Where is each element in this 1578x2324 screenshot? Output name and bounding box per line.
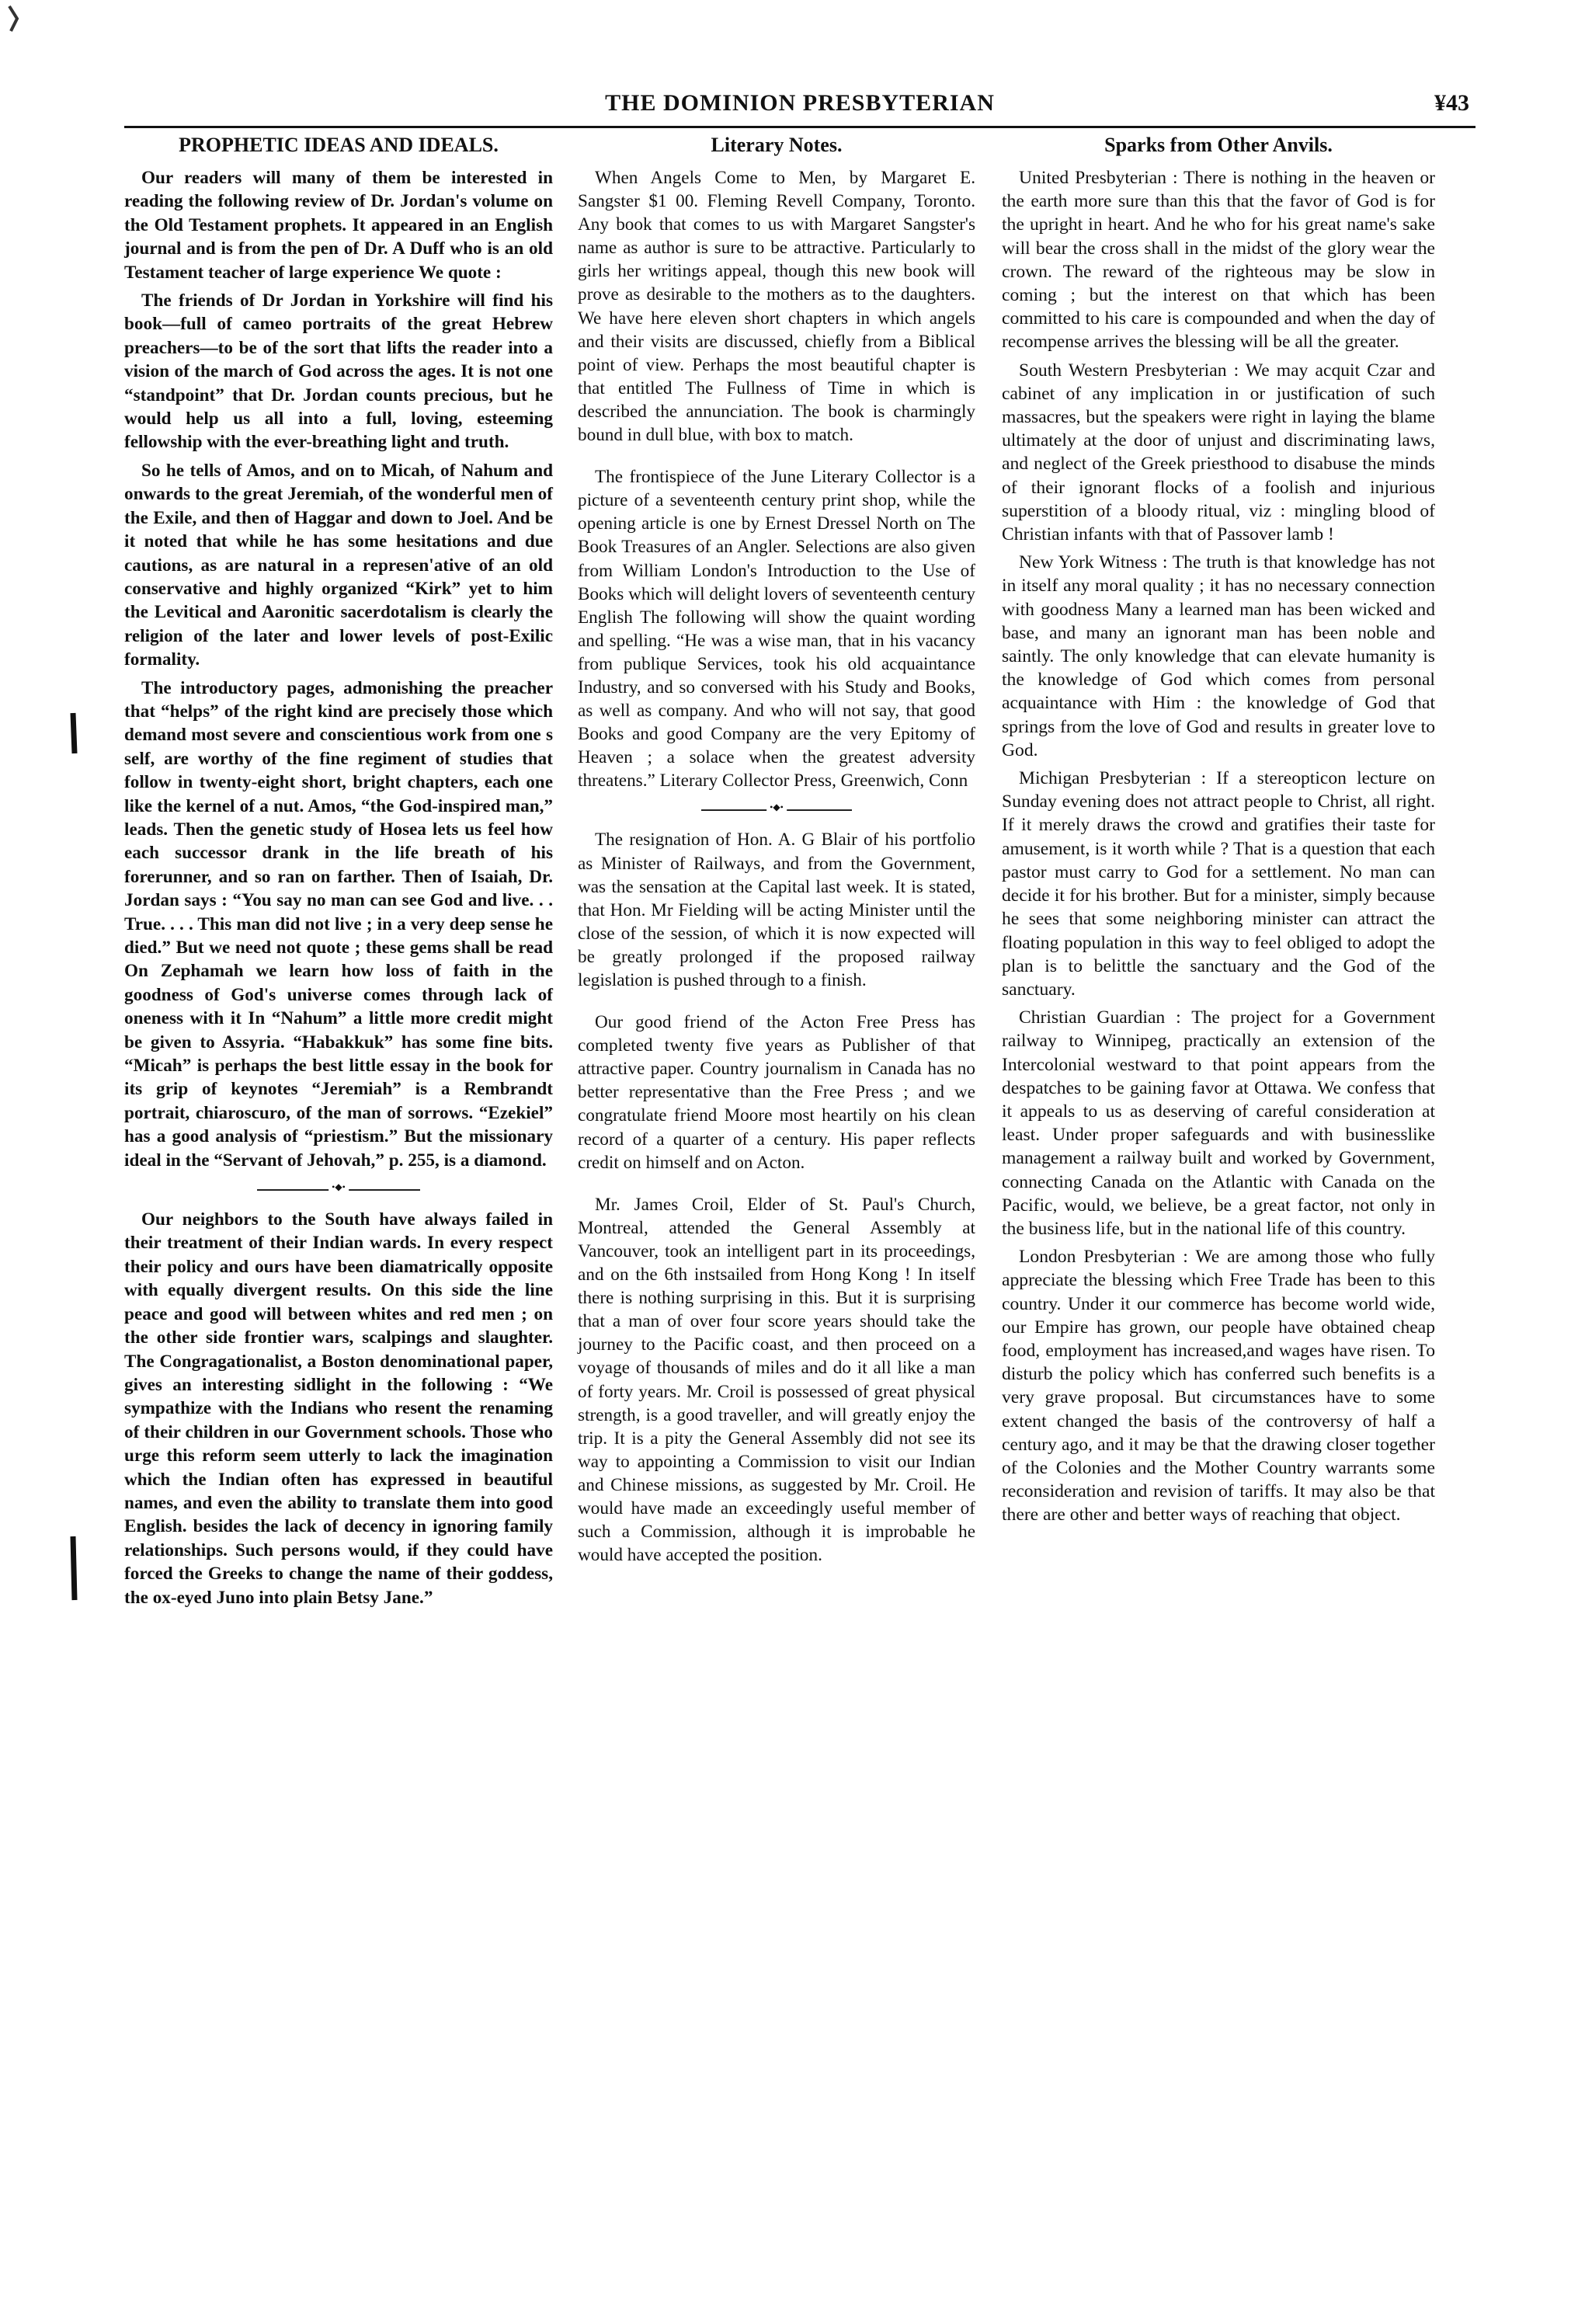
article-paragraph: South Western Presbyterian : We may acquit Czar and cabinet of any implication in or justification of such massacres, but the speakers were right in laying the blame ultimately at the door of unjust and discriminating laws, and neglect of the Greek priesthood to disabuse the minds of their ignorant flocks of a foolish and injurious superstition of a bloody ritual, viz : mingling blood of Christian infants with that of Passover lamb !	[1002, 360, 1435, 545]
article-paragraph: Our neighbors to the South have always failed in their treatment of their Indian wards. In every respect their policy and ours have been diamatrically opposite with equally divergent results. On this side the line peace and good will between whites and red men ; on the other side frontier wars, scalpings and slaughter. The Congragationalist, a Boston denominational paper, gives an interesting sidlight in the following : “We sympathize with the Indians who resent the renaming of their children in our Government schools. Those who urge this reform seem utterly to lack the imagination which the Indian often has expressed in beautiful names, and even the ability to translate them into good English. besides the lack of decency in ignoring family relationships. Such persons would, if they could have forced the Greeks to change the name of their goddess, the ox-eyed Juno into plain Betsy Jane.”	[124, 1209, 553, 1608]
column-sparks-from-other-anvils	[1002, 134, 1435, 1532]
scan-corner-mark	[9, 6, 17, 31]
article-heading: PROPHETIC IDEAS AND IDEALS.	[179, 134, 499, 156]
page-number: ¥43	[1434, 90, 1469, 116]
scan-edge-mark-1	[73, 713, 75, 753]
article-paragraph: So he tells of Amos, and on to Micah, of Nahum and onwards to the great Jeremiah, of the wonderful men of the Exile, and then of Haggar and down to Joel. And be it noted that while he has some hesitations and due cautions, as are natural in a represen'ative of an old conservative and highly organized “Kirk” yet to him the Levitical and Aaronitic sacerdotalism is clearly the religion of the later and lower levels of post-Exilic formality.	[124, 460, 553, 670]
article-paragraph: Christian Guardian : The project for a Government railway to Winnipeg, practically an extension of the Intercolonial westward to that point appears from the despatches to be gaining favor at Ottawa. We confess that it appeals to us as deserving of careful consideration at least. Under proper safeguards and with businesslike management a railway built and worked by Government, connecting Canada on the Atlantic with Canada on the Pacific, would, we believe, be a great factor, not only in the business life, but in the national life of this country.	[1002, 1007, 1435, 1239]
column-literary-notes	[578, 134, 975, 1571]
scan-edge-mark-2	[73, 1536, 75, 1600]
article-paragraph: London Presbyterian : We are among those who fully appreciate the blessing which Free Trade has been to this country. Under it our commerce has become world wide, our Empire has grown, our people have obtained cheap food, employment has increased,and wages have risen. To disturb the policy which has conferred such benefits is a very grave proposal. But circumstances have to some extent changed the basis of the controversy of half a century ago, and it may be that the drawing closer together of the Colonies and the Mother Country warrants some reconsideration and revision of tariffs. It may also be that there are other and better ways of reaching that object.	[1002, 1247, 1435, 1526]
article-paragraph: United Presbyterian : There is nothing in the heaven or the earth more sure than this that the favor of God is for the upright in heart. And he who for his great name's sake will bear the cross shall in the midst of the glory wear the crown. The reward of the righteous may be slow in coming ; but the interest on that which has been committed to his care is compounded and when the day of recompense arrives the blessing will be all the greater.	[1002, 168, 1435, 353]
column-prophetic-ideas	[124, 134, 553, 1614]
article-paragraph: When Angels Come to Men, by Margaret E. Sangster $1 00. Fleming Revell Company, Toronto. Any book that comes to us with Margaret Sangster's name as author is sure to be attractive. Particularly to girls her writings appeal, though this new book will prove as desirable to the mothers as to the daughters. We have here eleven short chapters in which angels and their visits are discussed, chiefly from a Biblical point of view. Perhaps the most beautiful chapter is that entitled The Fullness of Time in which is described the annunciation. The book is charmingly bound in dull blue, with box to match.	[578, 168, 975, 446]
article-paragraph: Mr. James Croil, Elder of St. Paul's Church, Montreal, attended the General Assembly at Vancouver, took an intelligent part in its proceedings, and on the 6th instsailed from Hong Kong ! In itself there is nothing surprising in this. But it is surprising that a man of over four score years should take the journey to the Pacific coast, and then proceed on a voyage of thousands of miles and do it all like a man of forty years. Mr. Croil is possessed of great physical strength, is a good traveller, and will greatly enjoy the trip. It is a pity the General Assembly did not see its way to appointing a Commission to visit our Indian and Chinese missions, as suggested by Mr. Croil. He would have made an exceedingly useful member of such a Commission, although it is improbable he would have accepted the position.	[578, 1194, 975, 1566]
section-divider	[257, 1189, 420, 1191]
article-paragraph: The introductory pages, admonishing the preacher that “helps” of the right kind are precisely those which demand most severe and conscientious work from one s self, are worthy of the fine regiment of studies that follow in twenty-eight short, bright chapters, each one like the kernel of a nut. Amos, “the God-inspired man,” leads. Then the genetic study of Hosea lets us feel how each successor drank in the life breath of his forerunner, and so ran on farther. Then of Isaiah, Dr. Jordan says : “You say no man can see God and live. . . True. . . . This man did not live ; in a very deep sense he died.” But we need not quote ; these gems shall be read On Zephamah we learn how loss of faith in the goodness of God's universe comes through lack of oneness with it In “Nahum” a little more credit might be given to Assyria. “Habakkuk” has some fine bits. “Micah” is perhaps the best little essay in the book for its grip of keynotes “Jeremiah” is a Rembrandt portrait, chiaroscuro, of the man of sorrows. “Ezekiel” has a good analysis of “priestism.” But the missionary ideal in the “Servant of Jehovah,” p. 255, is a diamond.	[124, 677, 553, 1171]
article-paragraph: The friends of Dr Jordan in Yorkshire will find his book—full of cameo portraits of the great Hebrew preachers—to be of the sort that lifts the reader into a vision of the march of God across the ages. It is not one “standpoint” that Dr. Jordan counts precious, but he would help us all into a full, loving, esteeming fellowship with the ever-breathing light and truth.	[124, 290, 553, 453]
article-heading: Literary Notes.	[711, 134, 843, 156]
article-paragraph: Michigan Presbyterian : If a stereopticon lecture on Sunday evening does not attract people to Christ, all right. If it merely draws the crowd and gratifies their taste for amusement, is it worth while ? That is a question that each pastor must carry to God for a settlement. No man can decide it for his brother. But for a minister, simply because he sees that some neighboring minister can attract the floating population in this way to feel obliged to adopt the plan is to belittle the sanctuary and the God of the sanctuary.	[1002, 768, 1435, 1000]
article-heading: Sparks from Other Anvils.	[1104, 134, 1333, 156]
article-paragraph: Our readers will many of them be interested in reading the following review of Dr. Jordan's volume on the Old Testament prophets. It appeared in an English journal and is from the pen of Dr. A Duff who is an old Testament teacher of large experience We quote :	[124, 168, 553, 283]
article-paragraph: The resignation of Hon. A. G Blair of his portfolio as Minister of Railways, and from the Government, was the sensation at the Capital last week. It is stated, that Hon. Mr Fielding will be acting Minister until the close of the session, of which it is now expected will be greatly prolonged if the proposed railway legislation is pushed through to a finish.	[578, 830, 975, 990]
article-paragraph: Our good friend of the Acton Free Press has completed twenty five years as Publisher of that attractive paper. Country journalism in Canada has no better representative than the Free Press ; and we congratulate friend Moore most heartily on his clean record of a quarter of a century. His paper reflects credit on himself and on Acton.	[578, 1012, 975, 1173]
article-paragraph: New York Witness : The truth is that knowledge has not in itself any moral quality ; it has no necessary connection with goodness Many a learned man has been wicked and base, and many an ignorant man has been noble and saintly. The only knowledge that can elevate humanity is the knowledge of God which comes from personal acquaintance with Him : the knowledge of God that springs from the love of God and results in greater love to God.	[1002, 552, 1435, 760]
masthead	[124, 87, 1475, 128]
article-paragraph: The frontispiece of the June Literary Collector is a picture of a seventeenth century print shop, while the opening article is one by Ernest Dressel North on The Book Treasures of an Angler. Selections are also given from William London's Introduction to the Use of Books which will delight lovers of seventeenth century English The following will show the quaint wording and spelling. “He was a wise man, that in his vacancy from publique Services, took his old acquaintance Industry, and so conversed with his Study and Books, as well as company. And who will not say, that good Books and good Company are the very Epitomy of Heaven ; a solace when the greatest adversity threatens.” Literary Collector Press, Greenwich, Conn	[578, 467, 975, 791]
publication-title: THE DOMINION PRESBYTERIAN	[605, 90, 995, 116]
section-divider	[701, 809, 853, 811]
